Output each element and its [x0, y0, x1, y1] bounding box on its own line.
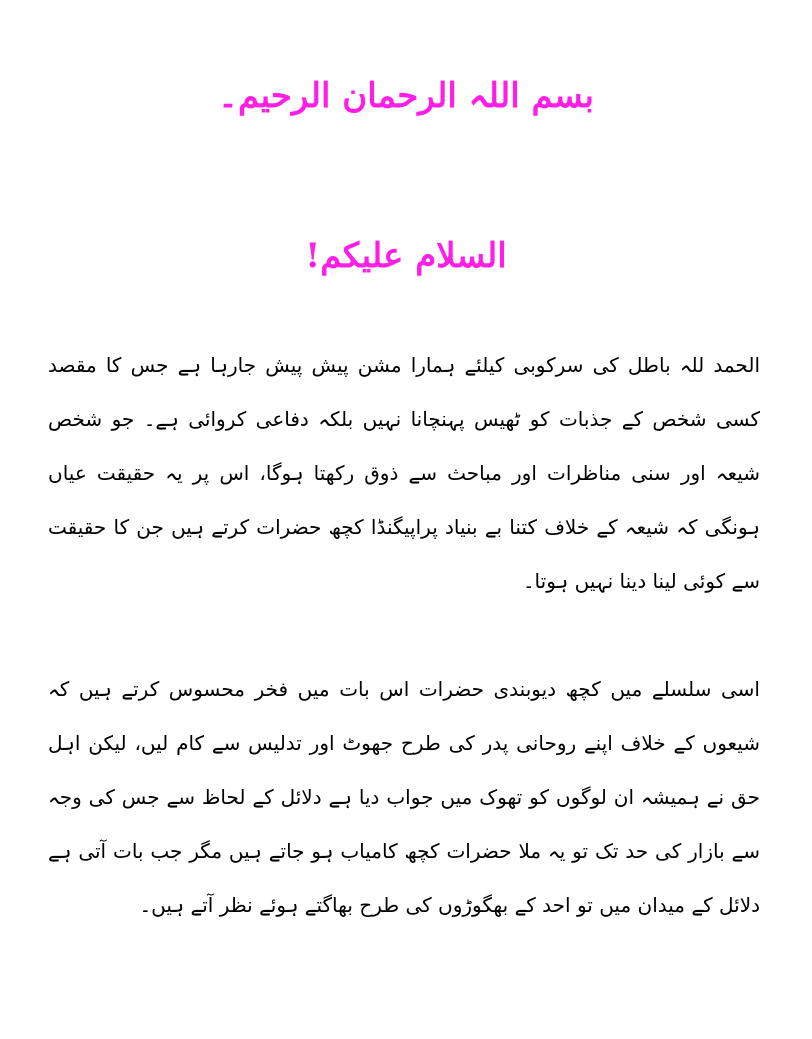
bismillah-heading: بسم اللہ الرحمان الرحیم۔: [218, 76, 594, 116]
greeting-heading: السلام علیکم!: [305, 236, 507, 276]
body-paragraph-2: اسی سلسلے میں کچھ دیوبندی حضرات اس بات میں فخر محسوس کرتے ہیں کہ شیعوں کے خلاف اپنے روحانی پدر کی طرح جھوٹ اور تدلیس سے کام لیں، لیکن اہل حق نے ہمیشہ ان لوگوں کو تھوک میں جواب دیا ہے دلائل کے لحاظ سے جس کی وجہ سے بازار کی حد تک تو یہ ملا حضرات کچھ کامیاب ہو جاتے ہیں مگر جب بات آتی ہے دلائل کے میدان میں تو احد کے بھگوڑوں کی طرح بھاگتے ہوئے نظر آتے ہیں۔: [48, 677, 760, 917]
body-paragraph-1: الحمد للہ باطل کی سرکوبی کیلئے ہمارا مشن پیش پیش جارہا ہے جس کا مقصد کسی شخص کے جذبات کو ٹھیس پہنچانا نہیں بلکہ دفاعی کروائی ہے۔ جو شخص شیعہ اور سنی مناظرات اور مباحث سے ذوق رکھتا ہوگا، اس پر یہ حقیقت عیاں ہونگی کہ شیعہ کے خلاف کتنا بے بنیاد پراپیگنڈا کچھ حضرات کرتے ہیں جن کا حقیقت سے کوئی لینا دینا نہیں ہوتا۔: [48, 353, 760, 593]
